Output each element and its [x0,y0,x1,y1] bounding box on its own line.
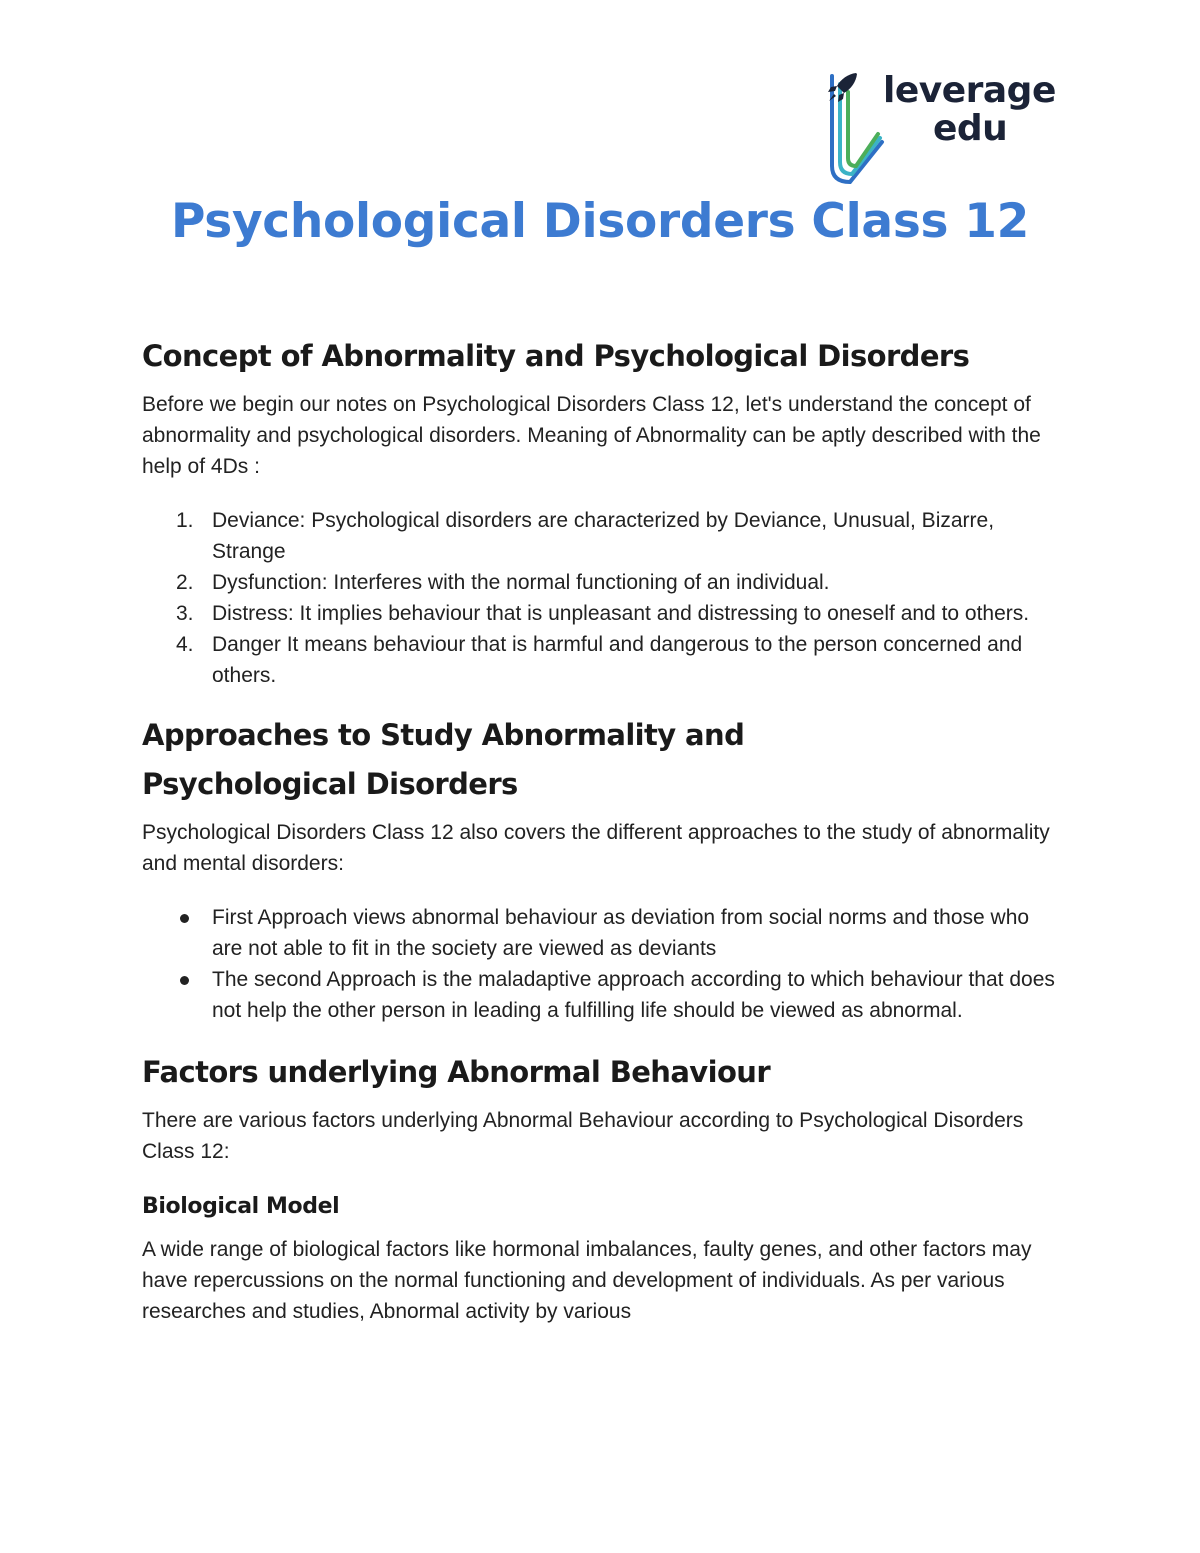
document-body [142,332,1062,1327]
list-number: 2. [176,571,194,594]
list-number: 3. [176,602,194,625]
list-item [142,629,1062,691]
list-item [142,902,1062,964]
logo-text-edu: edu [933,108,1008,149]
list-item-text: First Approach views abnormal behaviour as deviation from social norms and those who are not able to fit in the society are viewed as deviants [212,906,1030,960]
section-heading-approaches: Approaches to Study Abnormality and Psychological Disorders [142,718,745,801]
section-intro-factors: There are various factors underlying Abnormal Behaviour according to Psychological Disorders Class 12: [142,1109,1024,1163]
approaches-list [142,902,1062,1026]
logo-text-leverage: leverage [883,70,1056,111]
section-intro-concept: Before we begin our notes on Psychological Disorders Class 12, let's understand the concept of abnormality and psychological disorders. Meaning of Abnormality can be aptly described with the help of 4Ds : [142,393,1041,478]
bullet-icon [180,914,189,923]
list-item-text: Deviance: Psychological disorders are characterized by Deviance, Unusual, Bizarre, Strange [212,509,995,563]
biological-model-text: A wide range of biological factors like hormonal imbalances, faulty genes, and other factors may have repercussions on the normal functioning and development of individuals. As per various researches and studies, Abnormal activity by various [142,1238,1032,1323]
list-item [142,964,1062,1026]
four-ds-list [142,505,1062,691]
page-title: Psychological Disorders Class 12 [170,194,1030,249]
subheading-biological-model: Biological Model [142,1194,340,1219]
list-item-text: Dysfunction: Interferes with the normal functioning of an individual. [212,571,830,594]
list-number: 4. [176,633,194,656]
list-item-text: Distress: It implies behaviour that is unpleasant and distressing to oneself and to others. [212,602,1030,625]
list-item-text: The second Approach is the maladaptive approach according to which behaviour that does not help the other person in leading a fulfilling life should be viewed as abnormal. [212,968,1055,1022]
list-item [142,567,1062,598]
section-intro-approaches: Psychological Disorders Class 12 also covers the different approaches to the study of abnormality and mental disorders: [142,821,1050,875]
rocket-icon [826,70,860,104]
leverage-edu-logo [826,70,1066,190]
section-heading-concept: Concept of Abnormality and Psychological Disorders [142,339,970,373]
list-number: 1. [176,509,194,532]
list-item [142,505,1062,567]
bullet-icon [180,976,189,985]
section-heading-factors: Factors underlying Abnormal Behaviour [142,1055,771,1089]
list-item-text: Danger It means behaviour that is harmful and dangerous to the person concerned and others. [212,633,1023,687]
list-item [142,598,1062,629]
